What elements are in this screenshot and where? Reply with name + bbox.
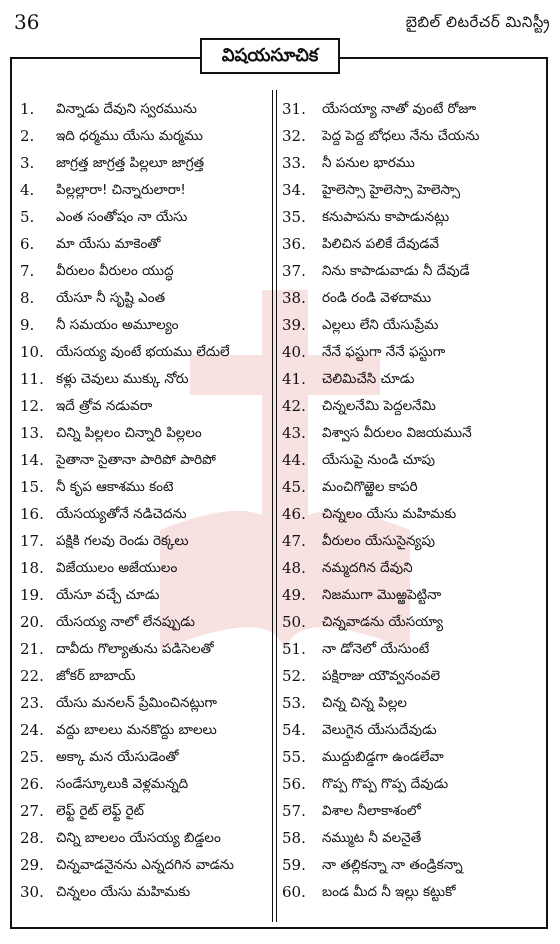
toc-entry-title: పక్షికి గలవు రెండు రెక్కలు [56,533,189,549]
toc-entry-title: పిలిచిన పలికే దేవుడవే [322,236,440,252]
toc-entry-number: 40. [282,343,306,361]
toc-entry-number: 59. [282,856,306,874]
toc-entry [282,690,546,717]
toc-entry-number: 23. [20,694,44,712]
toc-entry-number: 26. [20,775,44,793]
toc-entry-title: ఇది ధర్మము యేసు మర్మము [56,128,203,144]
toc-entry-title: చిన్నలనేమి పెద్దలనేమి [322,398,436,414]
toc-entry-title: మా యేసు మాకెంతో [56,236,161,252]
toc-entry [282,150,546,177]
toc-entry-title: మంచిగొఱ్ఱెల కాపరి [322,479,418,495]
toc-entry-number: 4. [20,181,35,199]
toc-entry-title: ఎల్లలు లేని యేసుప్రేమ [322,317,439,333]
toc-entry-title: వీరులం వీరులం యుద్ధ [56,263,174,279]
toc-entry-title: చిన్నవాడను యేసయ్యా [322,614,444,630]
toc-entry-number: 54. [282,721,306,739]
toc-entry [282,852,546,879]
toc-entry [282,312,546,339]
toc-entry-title: ఇదే త్రోవ నడువరా [56,398,153,414]
column-divider [272,90,277,922]
toc-entry-title: సండేస్కూలుకి వెళ్లమన్నది [56,776,189,792]
toc-entry [282,582,546,609]
toc-entry-number: 3. [20,154,35,172]
toc-entry [20,366,268,393]
toc-entry [282,393,546,420]
toc-entry-title: వద్దు బాలలు మనకొద్దు బాలలు [56,722,217,738]
toc-entry-title: నా డోనెలో యేసుంటే [322,641,430,657]
toc-right-column [282,96,546,906]
toc-entry [20,852,268,879]
toc-entry-number: 41. [282,370,306,388]
toc-entry-title: జోకర్ బాబాయ్ [56,668,136,684]
toc-entry-number: 57. [282,802,306,820]
toc-entry-number: 22. [20,667,44,685]
toc-entry-number: 6. [20,235,35,253]
toc-entry-number: 7. [20,262,35,280]
toc-entry [20,474,268,501]
toc-entry-number: 43. [282,424,306,442]
toc-entry-number: 27. [20,802,44,820]
toc-entry-title: యేసయ్య నాలో లేనప్పుడు [56,614,195,630]
toc-entry [282,744,546,771]
toc-entry [20,879,268,906]
toc-entry-number: 14. [20,451,44,469]
toc-entry [282,609,546,636]
toc-entry-number: 56. [282,775,306,793]
toc-entry-title: కళ్లు చెవులు ముక్కు నోరు [56,371,189,387]
toc-entry-number: 39. [282,316,306,334]
toc-entry [282,879,546,906]
toc-entry-number: 49. [282,586,306,604]
toc-entry [282,177,546,204]
toc-entry-title: చిన్న చిన్న పిల్లల [322,695,407,711]
toc-entry [20,717,268,744]
toc-entry-number: 50. [282,613,306,631]
toc-entry-title: బండ మీద నీ ఇల్లు కట్టుకో [322,884,456,900]
toc-entry-title: విశ్వాస వీరులం విజయమునే [322,425,472,441]
toc-left-column [20,96,268,906]
toc-entry-title: చెలిమిచేసి చూడు [322,371,415,387]
toc-entry-number: 42. [282,397,306,415]
toc-entry-number: 24. [20,721,44,739]
toc-entry-number: 51. [282,640,306,658]
toc-entry-title: లెఫ్ట్ రైట్ లెఫ్ట్ రైట్ [56,803,145,819]
toc-entry-number: 32. [282,127,306,145]
toc-entry-title: పక్షిరాజు యౌవ్వనంవలె [322,668,441,684]
toc-entry [20,393,268,420]
toc-entry-number: 44. [282,451,306,469]
toc-entry [20,447,268,474]
toc-entry-number: 12. [20,397,44,415]
toc-entry-number: 37. [282,262,306,280]
toc-entry-number: 38. [282,289,306,307]
toc-entry-title: నీ కృప ఆకాశము కంటె [56,479,174,495]
toc-entry-number: 52. [282,667,306,685]
toc-entry [20,177,268,204]
toc-entry-title: వీరులం యేసుసైన్యపు [322,533,435,549]
toc-entry-title: జాగ్రత్త జాగ్రత్త పిల్లలూ జాగ్రత్త [56,155,205,171]
toc-entry [20,771,268,798]
toc-entry [20,339,268,366]
toc-entry-title: సైతానా సైతానా పారిపో పారిపో [56,452,216,468]
toc-entry-number: 2. [20,127,35,145]
toc-entry-number: 29. [20,856,44,874]
toc-entry-title: పెద్ద పెద్ద బోధలు నేను చేయను [322,128,480,144]
toc-entry [282,663,546,690]
toc-entry-title: నా తల్లికన్నా నా తండ్రికన్నా [322,857,463,873]
toc-entry-title: నీ పనుల భారము [322,155,415,171]
toc-entry [20,609,268,636]
toc-entry-number: 25. [20,748,44,766]
toc-entry [20,582,268,609]
toc-entry-number: 16. [20,505,44,523]
toc-entry-number: 11. [20,370,44,388]
toc-entry [20,150,268,177]
toc-entry-number: 5. [20,208,35,226]
toc-entry-number: 1. [20,100,35,118]
toc-entry-title: చిన్ని పిల్లలం చిన్నారి పిల్లలం [56,425,202,441]
toc-entry [20,825,268,852]
toc-entry-number: 9. [20,316,35,334]
toc-entry [20,798,268,825]
toc-entry-number: 17. [20,532,44,550]
toc-entry [20,312,268,339]
toc-entry [282,96,546,123]
toc-entry [282,231,546,258]
toc-entry [282,528,546,555]
toc-entry [282,447,546,474]
toc-entry-title: చిన్నలం యేసు మహిమకు [56,884,191,900]
toc-entry-number: 33. [282,154,306,172]
toc-entry [20,204,268,231]
toc-entry-number: 28. [20,829,44,847]
toc-entry [282,771,546,798]
toc-entry-title: అక్కా మన యేసుడెంతో [56,749,179,765]
toc-entry [20,555,268,582]
toc-entry-number: 13. [20,424,44,442]
toc-entry [282,258,546,285]
toc-entry-number: 55. [282,748,306,766]
toc-entry-title: రండి రండి వెళదాము [322,290,432,306]
toc-entry-number: 30. [20,883,44,901]
toc-entry-title: యేసయ్య వుంటే భయము లేదులే [56,344,230,360]
toc-entry [282,717,546,744]
page-number: 36 [14,10,40,34]
toc-entry [282,636,546,663]
toc-entry [20,528,268,555]
toc-entry-number: 60. [282,883,306,901]
toc-entry [20,636,268,663]
toc-entry-title: నీ సమయం అమూల్యం [56,317,179,333]
toc-entry [282,285,546,312]
toc-entry-number: 46. [282,505,306,523]
toc-entry-title: యేసయ్యా నాతో వుంటే రోజూ [322,101,477,117]
toc-entry [20,744,268,771]
toc-entry [282,366,546,393]
toc-entry-title: విన్నాడు దేవుని స్వరమును [56,101,197,117]
toc-entry-number: 31. [282,100,306,118]
toc-entry [282,420,546,447]
toc-entry-title: నమ్ముట నీ వలనైతే [322,830,422,846]
toc-entry [282,555,546,582]
toc-entry-title: విజేయులం అజేయులం [56,560,178,576]
toc-entry-number: 36. [282,235,306,253]
toc-entry [282,339,546,366]
toc-entry-number: 8. [20,289,35,307]
toc-entry [282,798,546,825]
toc-entry-title: ఎంత సంతోషం నా యేసు [56,209,188,225]
running-header: బైబిల్ లిటరేచర్ మినిస్ట్రీ [405,13,550,31]
toc-entry [282,825,546,852]
toc-entry [20,285,268,312]
toc-entry [282,474,546,501]
toc-entry-title: యేసూ నీ సృష్టి ఎంత [56,290,166,306]
toc-entry-title: చిన్ని బాలలం యేసయ్య బిడ్డలం [56,830,221,846]
toc-entry-number: 19. [20,586,44,604]
toc-entry-title: నిజముగా మొఱ్ఱపెట్టినా [322,587,442,603]
toc-entry-number: 53. [282,694,306,712]
toc-entry [20,420,268,447]
toc-entry-number: 58. [282,829,306,847]
toc-entry-number: 45. [282,478,306,496]
toc-entry-title: నిను కాపాడువాడు నీ దేవుడే [322,263,470,279]
toc-entry [20,690,268,717]
toc-entry-title: కనుపాపను కాపాడునట్లు [322,209,450,225]
toc-entry-title: ముద్దుబిడ్డగా ఉండలేవా [322,749,444,765]
toc-entry-title: చిన్నవాడనైనను ఎన్నదగిన వాడను [56,857,234,873]
toc-entry-title: నేనే ఫస్టుగా నేనే ఫస్టుగా [322,344,446,360]
toc-entry-title: పిల్లల్లారా! చిన్నారులారా! [56,182,186,198]
toc-entry [20,258,268,285]
toc-entry [282,204,546,231]
toc-entry-number: 21. [20,640,44,658]
toc-entry [20,123,268,150]
page-title: విషయసూచిక [200,38,340,74]
toc-entry-title: వెలుగైన యేసుదేవుడు [322,722,437,738]
toc-entry-title: యేసయ్యతోనే నడిచెదను [56,506,187,522]
toc-entry [20,231,268,258]
toc-entry-number: 20. [20,613,44,631]
toc-entry-title: విశాల నీలాకాశంలో [322,803,421,819]
toc-entry-number: 10. [20,343,44,361]
toc-entry-title: యేసు మనలన్ ప్రేమించినట్లుగా [56,695,217,711]
toc-entry-number: 47. [282,532,306,550]
toc-entry-title: చిన్నలం యేసు మహిమకు [322,506,457,522]
toc-entry [20,501,268,528]
toc-entry-title: యేసుపై నుండి చూపు [322,452,436,468]
toc-entry-number: 48. [282,559,306,577]
toc-entry [20,96,268,123]
toc-entry-title: యేసూ వచ్చే చూడు [56,587,160,603]
toc-entry-title: నమ్మదగిన దేవుని [322,560,413,576]
toc-entry-number: 35. [282,208,306,226]
toc-entry [20,663,268,690]
toc-entry-number: 15. [20,478,44,496]
toc-entry [282,123,546,150]
toc-entry-number: 18. [20,559,44,577]
toc-entry-title: దావీదు గొల్యాతును పడిసెలతో [56,641,214,657]
toc-entry-title: గొప్ప గొప్ప గొప్ప దేవుడు [322,776,449,792]
toc-entry-number: 34. [282,181,306,199]
toc-entry [282,501,546,528]
toc-entry-title: హైలెస్సా హైలెస్సా హెలెస్సా [322,182,461,198]
